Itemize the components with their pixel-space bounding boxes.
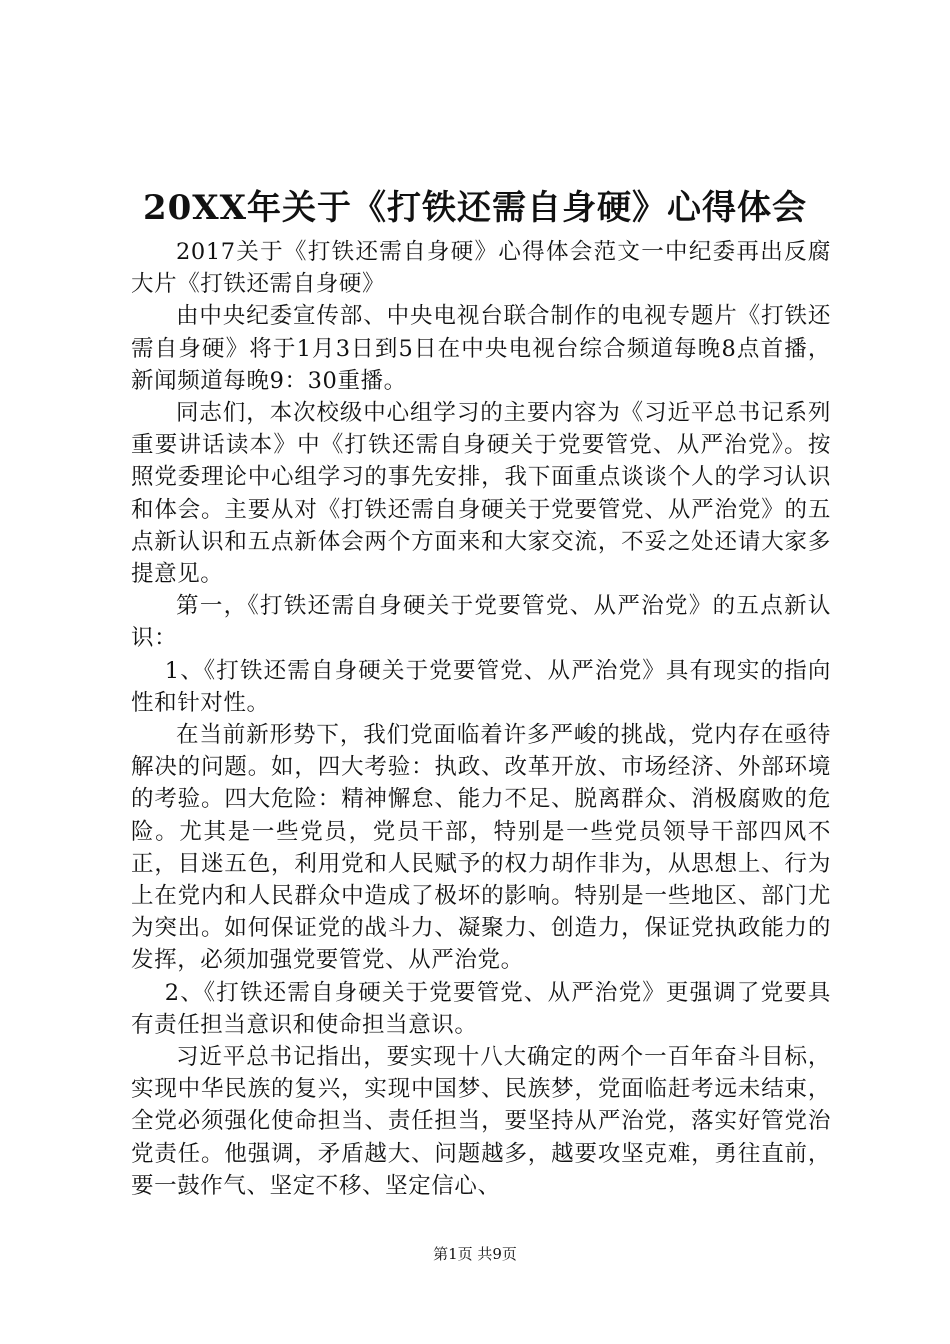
page-footer: 第1页 共9页 [433, 1245, 517, 1263]
paragraph-point-two: 2、《打铁还需自身硬关于党要管党、从严治党》更强调了党要具有责任担当意识和使命担当意识。 [131, 979, 831, 1038]
paragraph-intro: 2017关于《打铁还需自身硬》心得体会范文一中纪委再出反腐大片《打铁还需自身硬》 [131, 239, 831, 298]
document-body [131, 236, 831, 1202]
paragraph-current-situation: 在当前新形势下，我们党面临着许多严峻的挑战，党内存在亟待解决的问题。如，四大考验：执政、改革开放、市场经济、外部环境的考验。四大危险：精神懈怠、能力不足、脱离群众、消极腐败的危险。尤其是一些党员，党员干部，特别是一些党员领导干部四风不正，目迷五色，利用党和人民赋予的权力胡作非为，从思想上、行为上在党内和人民群众中造成了极坏的影响。特别是一些地区、部门尤为突出。如何保证党的战斗力、凝聚力、创造力，保证党执政能力的发挥，必须加强党要管党、从严治党。 [131, 722, 831, 974]
paragraph-point-one: 1、《打铁还需自身硬关于党要管党、从严治党》具有现实的指向性和针对性。 [131, 657, 831, 716]
paragraph-xi-remarks: 习近平总书记指出，要实现十八大确定的两个一百年奋斗目标，实现中华民族的复兴，实现中国梦、民族梦，党面临赶考远未结束，全党必须强化使命担当、责任担当，要坚持从严治党，落实好管党治党责任。他强调，矛盾越大、问题越多，越要攻坚克难，勇往直前，要一鼓作气、坚定不移、坚定信心、 [131, 1044, 831, 1199]
paragraph-section-one: 第一，《打铁还需自身硬关于党要管党、从严治党》的五点新认识： [131, 593, 831, 652]
paragraph-study-overview: 同志们，本次校级中心组学习的主要内容为《习近平总书记系列重要讲话读本》中《打铁还需自身硬关于党要管党、从严治党》。按照党委理论中心组学习的事先安排，我下面重点谈谈个人的学习认识和体会。主要从对《打铁还需自身硬关于党要管党、从严治党》的五点新认识和五点新体会两个方面来和大家交流，不妥之处还请大家多提意见。 [131, 400, 831, 588]
document-title: 20XX年关于《打铁还需自身硬》心得体会 [142, 188, 808, 228]
paragraph-broadcast: 由中央纪委宣传部、中央电视台联合制作的电视专题片《打铁还需自身硬》将于1月3日到5日在中央电视台综合频道每晚8点首播，新闻频道每晚9：30重播。 [131, 303, 831, 394]
